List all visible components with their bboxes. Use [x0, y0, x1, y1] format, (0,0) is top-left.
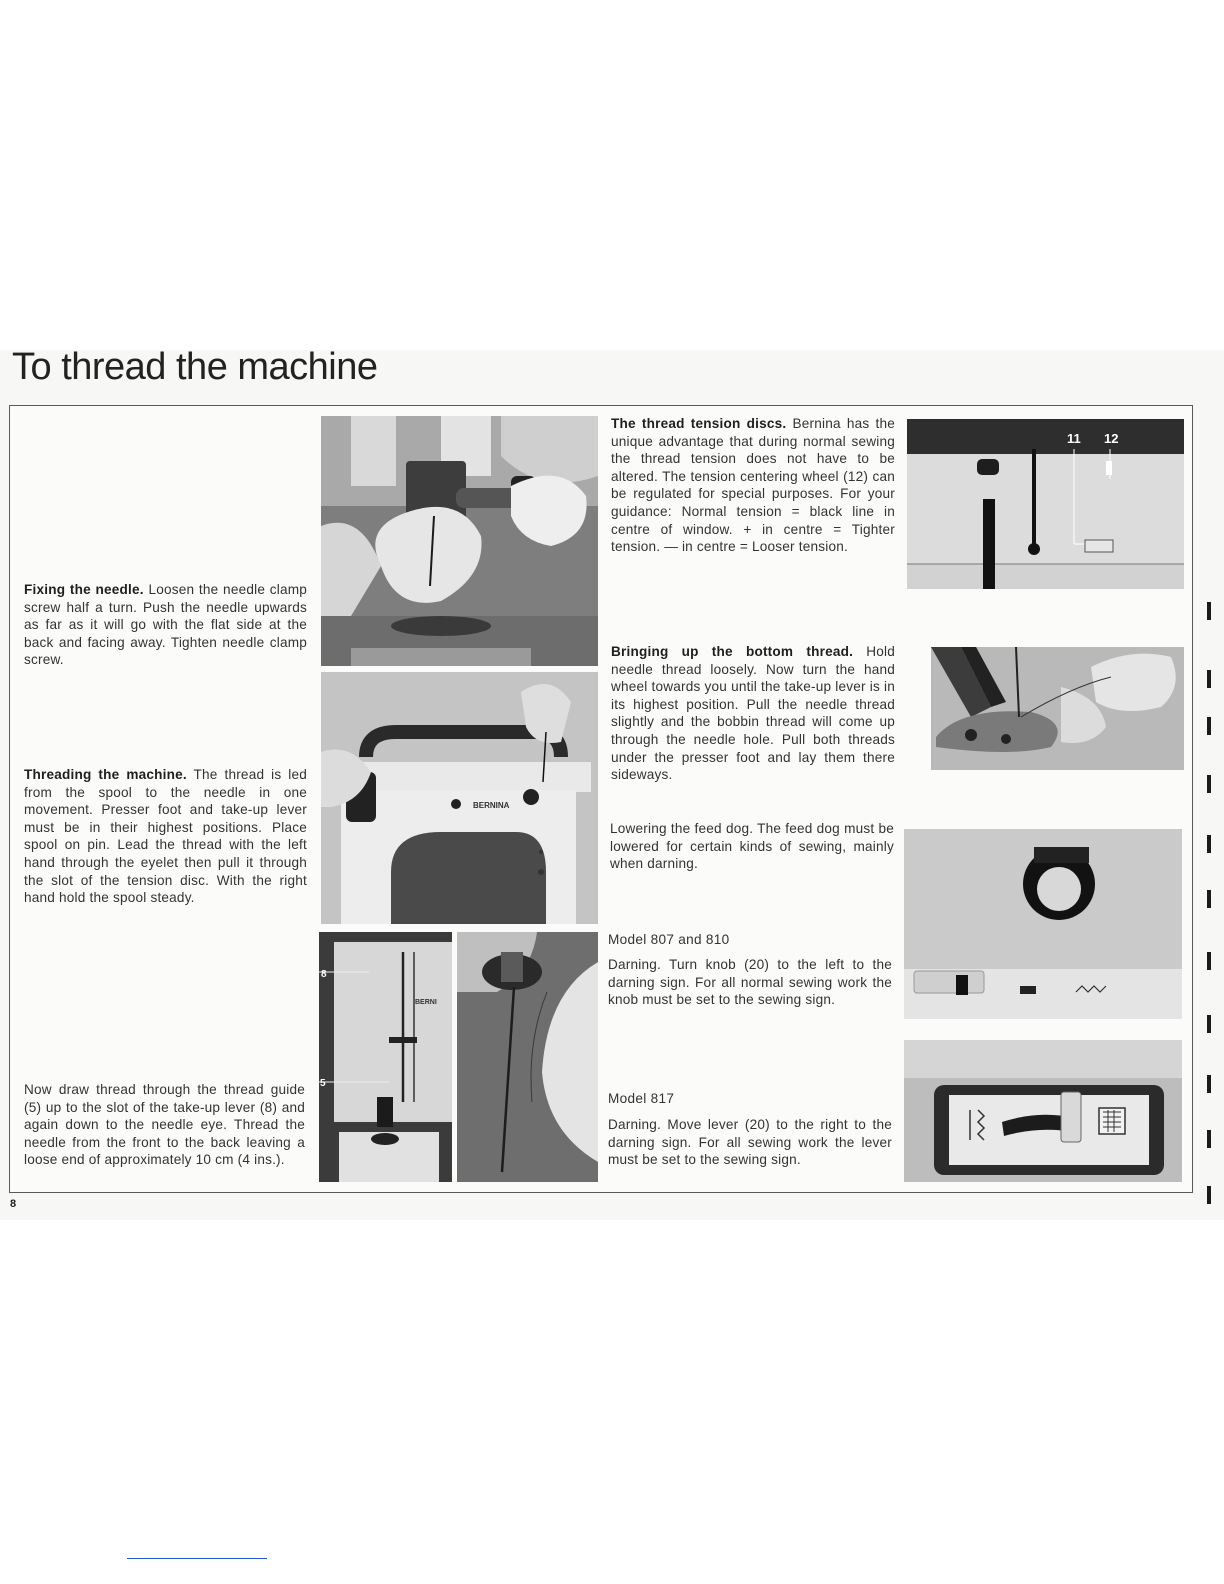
thread-guide-photo: [319, 932, 452, 1182]
feed-dog-paragraph: Lowering the feed dog. The feed dog must be lowered for certain kinds of sewing, mainly when darning.: [610, 821, 894, 872]
callout-5: 5: [320, 1078, 326, 1089]
model-817-paragraph: Darning. Move lever (20) to the right to the darning sign. For all sewing work the lever must be set to the sewing sign.: [608, 1117, 892, 1168]
feed-dog-knob-photo: [904, 829, 1182, 1019]
bottom-thread-heading: Bringing up the bottom thread.: [611, 644, 854, 659]
callout-11: 11: [1067, 431, 1081, 446]
threading-body: The thread is led from the spool to the needle in one movement. Presser foot and take-up lever must be in their highest positions. Place spool on pin. Lead the thread with the left hand through the eyelet then pull it through the slot of the tension disc. With the right hand hold the spool steady.: [24, 767, 307, 906]
model-807-paragraph: Darning. Turn knob (20) to the left to the darning sign. For all normal sewing work the knob must be set to the sewing sign.: [608, 957, 892, 1008]
model-807-label: Model 807 and 810: [608, 932, 730, 947]
page-number: 8: [10, 1198, 17, 1210]
tension-discs-photo: [907, 419, 1184, 589]
callout-12: 12: [1104, 431, 1119, 446]
brand-label: BERNINA: [473, 801, 510, 810]
draw-thread-paragraph: Now draw thread through the thread guide (5) up to the slot of the take-up lever (8) and again down to the needle eye. Thread the needle from the front to the back leaving a loose end of approximately 10 cm (4 ins.).: [24, 1082, 305, 1168]
model-817-label: Model 817: [608, 1091, 675, 1106]
page-title: To thread the machine: [12, 346, 378, 388]
needle-clamp-photo: [321, 416, 598, 666]
scan-edge-marks: [1207, 590, 1213, 1210]
threading-machine-photo: [321, 672, 598, 924]
bottom-thread-paragraph: [611, 643, 895, 784]
tension-body: Bernina has the unique advantage that during normal sewing the thread tension does not have to be altered. The tension centering wheel (12) can be regulated for special purposes. For your guidance: Normal tension = black line in centre of window. + in centre = Tighter tension. — in centre = Looser tension.: [611, 416, 895, 555]
tension-heading: The thread tension discs.: [611, 416, 787, 431]
threading-heading: Threading the machine.: [24, 767, 187, 782]
darning-lever-photo: [904, 1040, 1182, 1182]
tension-paragraph: [611, 415, 895, 556]
fixing-needle-heading: Fixing the needle.: [24, 582, 144, 597]
bobbin-thread-photo: [931, 647, 1184, 770]
bottom-thread-body: Hold needle thread loosely. Now turn the hand wheel towards you until the take-up lever is in its highest position. Pull the needle thread slightly and the bobbin thread will come up through the needle hole. Pull both threads under the presser foot and lay them there sideways.: [611, 644, 895, 783]
footer-link-underline: [127, 1558, 267, 1559]
callout-8: 8: [321, 969, 327, 980]
needle-eye-photo: [457, 932, 598, 1182]
fixing-needle-body: Loosen the needle clamp screw half a turn. Push the needle upwards as far as it will go with the flat side at the back and facing away. Tighten needle clamp screw.: [24, 582, 307, 668]
threading-paragraph: [24, 766, 307, 907]
fixing-needle-paragraph: [24, 581, 307, 669]
brand-label-cut: BERNI: [415, 999, 437, 1006]
